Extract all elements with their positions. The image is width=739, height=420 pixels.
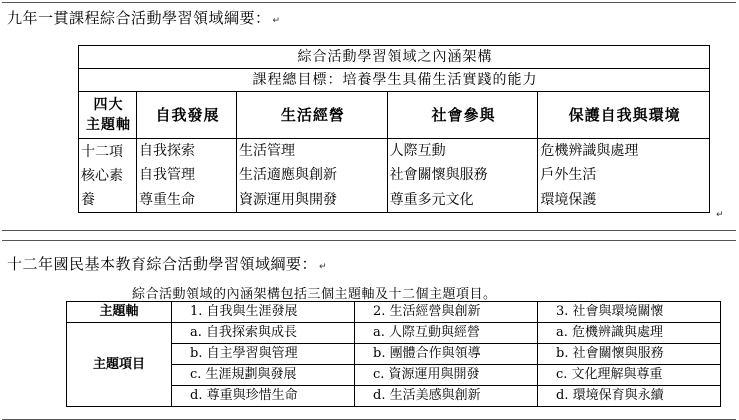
table1-axis-1: 自我發展 xyxy=(137,92,237,139)
heading-twelve-year xyxy=(7,253,327,274)
table1-cell: 危機辨識與處理 xyxy=(538,139,710,164)
table2-cell: a. 自我探索與成長 xyxy=(172,323,355,344)
table2-cell: a. 人際互動與經營 xyxy=(355,323,538,344)
paragraph-mark: ↵ xyxy=(272,16,281,26)
table2-axis-3: 3. 社會與環境關懷 xyxy=(538,302,721,323)
table2-cell: d. 生活美感與創新 xyxy=(355,386,538,407)
table1-cell: 自我管理 xyxy=(137,163,237,187)
core-label-line2: 核心素 xyxy=(81,168,123,184)
table1-axis-label xyxy=(79,92,137,139)
table1-axis-label-line1: 四大 xyxy=(93,97,124,113)
heading-nine-year xyxy=(7,7,281,28)
table1-cell: 尊重多元文化 xyxy=(387,188,538,213)
core-label-line3: 養 xyxy=(81,192,95,208)
table1-cell: 環境保護 xyxy=(538,188,710,213)
core-label-line1: 十二項 xyxy=(81,144,123,160)
table1-title: 綜合活動學習領域之內涵架構 xyxy=(79,46,710,69)
table2-cell: b. 自主學習與管理 xyxy=(172,344,355,365)
table1-cell: 戶外生活 xyxy=(538,163,710,187)
table1-core-label xyxy=(79,139,137,213)
table1-axis-4: 保護自我與環境 xyxy=(538,92,710,139)
table1-goal: 課程總目標：培養學生具備生活實踐的能力 xyxy=(79,69,710,92)
table1-axis-2: 生活經營 xyxy=(236,92,387,139)
table2-cell: c. 生涯規劃與發展 xyxy=(172,365,355,386)
table2-caption: 綜合活動領域的內涵架構包括三個主題軸及十二個主題項目。 xyxy=(132,287,497,302)
twelve-year-framework-table xyxy=(66,301,721,407)
table1-cell: 自我探索 xyxy=(137,139,237,164)
table1-axis-3: 社會參與 xyxy=(387,92,538,139)
table1-cell: 生活管理 xyxy=(236,139,387,164)
table2-cell: b. 社會關懷與服務 xyxy=(538,344,721,365)
nine-year-framework-table xyxy=(78,45,710,213)
table2-cell: a. 危機辨識與處理 xyxy=(538,323,721,344)
table2-axis-1: 1. 自我與生涯發展 xyxy=(172,302,355,323)
paragraph-mark: ↵ xyxy=(319,262,328,272)
table2-cell: d. 尊重與珍惜生命 xyxy=(172,386,355,407)
table2-cell: c. 資源運用與開發 xyxy=(355,365,538,386)
table1-cell: 人際互動 xyxy=(387,139,538,164)
table2-cell: d. 環境保育與永續 xyxy=(538,386,721,407)
table2-axis-label: 主題軸 xyxy=(67,302,172,323)
table1-cell: 生活適應與創新 xyxy=(236,163,387,187)
table1-cell: 資源運用與開發 xyxy=(236,188,387,213)
table2-cell: c. 文化理解與尊重 xyxy=(538,365,721,386)
heading-twelve-year-text: 十二年國民基本教育綜合活動學習領域綱要： xyxy=(7,255,318,273)
table2-items-label: 主題項目 xyxy=(67,323,172,407)
table1-axis-label-line2: 主題軸 xyxy=(86,117,131,133)
table2-axis-2: 2. 生活經營與創新 xyxy=(355,302,538,323)
table2-cell: b. 團體合作與領導 xyxy=(355,344,538,365)
paragraph-mark: ↵ xyxy=(716,210,724,220)
table1-cell: 尊重生命 xyxy=(137,188,237,213)
table1-cell: 社會關懷與服務 xyxy=(387,163,538,187)
heading-nine-year-text: 九年一貫課程綜合活動學習領域綱要： xyxy=(7,9,271,27)
